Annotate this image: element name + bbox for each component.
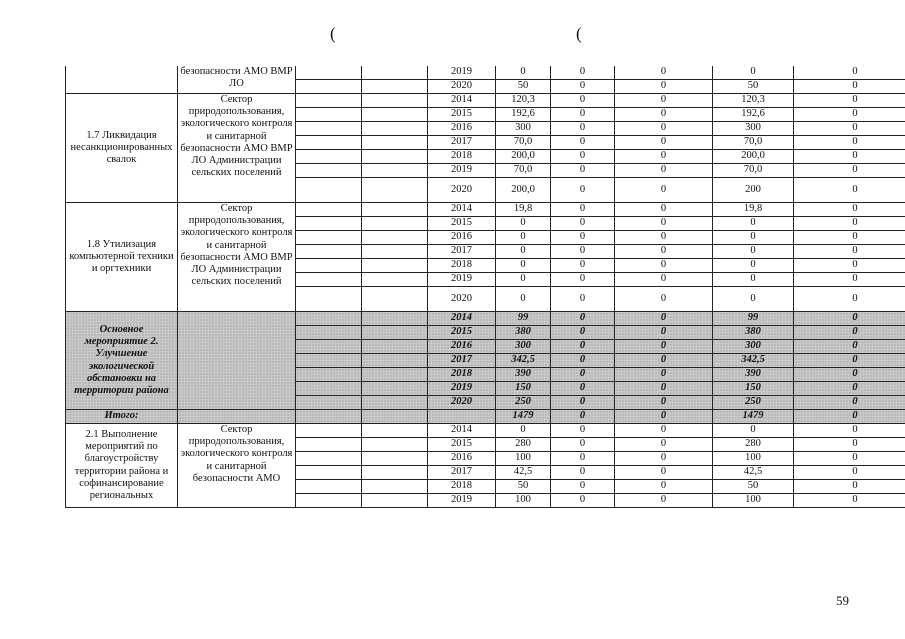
year-cell: 2019: [428, 164, 496, 178]
blank-cell: [296, 480, 362, 494]
year-cell: 2014: [428, 424, 496, 438]
federal-cell: 0: [551, 312, 615, 326]
other-cell: 0: [794, 326, 905, 340]
year-cell: 2014: [428, 94, 496, 108]
blank-cell: [362, 382, 428, 396]
year-cell: 2015: [428, 438, 496, 452]
blank-cell: [362, 150, 428, 164]
regional-cell: 0: [615, 245, 713, 259]
total-cell: 42,5: [496, 466, 551, 480]
blank-cell: [296, 108, 362, 122]
regional-cell: 0: [615, 217, 713, 231]
other-cell: 0: [794, 66, 905, 80]
total-cell: 300: [496, 122, 551, 136]
other-cell: 0: [794, 203, 905, 217]
total-cell: 200,0: [496, 178, 551, 203]
year-cell: 2018: [428, 368, 496, 382]
blank-cell: [362, 438, 428, 452]
year-cell: 2015: [428, 217, 496, 231]
blank-cell: [296, 94, 362, 108]
blank-cell: [296, 396, 362, 410]
year-cell: 2018: [428, 259, 496, 273]
blank-cell: [362, 368, 428, 382]
blank-cell: [362, 312, 428, 326]
federal-cell: 0: [551, 94, 615, 108]
blank-cell: [362, 494, 428, 508]
year-cell: 2016: [428, 340, 496, 354]
regional-cell: 0: [615, 122, 713, 136]
total-cell: 390: [496, 368, 551, 382]
total-cell: 1479: [496, 410, 551, 424]
local-cell: 70,0: [713, 136, 794, 150]
year-cell: 2016: [428, 452, 496, 466]
blank-cell: [362, 94, 428, 108]
other-cell: 0: [794, 354, 905, 368]
local-cell: 0: [713, 259, 794, 273]
federal-cell: 0: [551, 382, 615, 396]
other-cell: 0: [794, 231, 905, 245]
total-cell: 120,3: [496, 94, 551, 108]
blank-cell: [362, 273, 428, 287]
other-cell: 0: [794, 312, 905, 326]
local-cell: 50: [713, 80, 794, 94]
blank-cell: [362, 466, 428, 480]
other-cell: 0: [794, 494, 905, 508]
budget-table: [65, 66, 905, 508]
blank-cell: [362, 396, 428, 410]
blank-cell: [362, 452, 428, 466]
local-cell: 192,6: [713, 108, 794, 122]
blank-cell: [362, 231, 428, 245]
local-cell: 0: [713, 217, 794, 231]
table-row: [66, 424, 905, 438]
page-number: 59: [836, 593, 849, 608]
other-cell: 0: [794, 466, 905, 480]
federal-cell: 0: [551, 217, 615, 231]
total-cell: 0: [496, 231, 551, 245]
local-cell: 150: [713, 382, 794, 396]
regional-cell: 0: [615, 480, 713, 494]
other-cell: 0: [794, 340, 905, 354]
blank-cell: [296, 122, 362, 136]
other-cell: 0: [794, 438, 905, 452]
federal-cell: 0: [551, 368, 615, 382]
local-cell: 200,0: [713, 150, 794, 164]
regional-cell: 0: [615, 150, 713, 164]
regional-cell: 0: [615, 231, 713, 245]
other-cell: 0: [794, 273, 905, 287]
regional-cell: 0: [615, 326, 713, 340]
regional-cell: 0: [615, 410, 713, 424]
total-cell: 300: [496, 340, 551, 354]
activity-name-cell: 1.8 Утилизация компьютерной техники и оргтехники: [66, 203, 178, 312]
blank-cell: [362, 259, 428, 273]
regional-cell: 0: [615, 424, 713, 438]
header-paren-left: (: [330, 24, 336, 43]
local-cell: 390: [713, 368, 794, 382]
blank-cell: [362, 66, 428, 80]
federal-cell: 0: [551, 122, 615, 136]
regional-cell: 0: [615, 340, 713, 354]
blank-cell: [296, 231, 362, 245]
federal-cell: 0: [551, 438, 615, 452]
blank-cell: [362, 245, 428, 259]
other-cell: 0: [794, 245, 905, 259]
total-cell: 0: [496, 273, 551, 287]
local-cell: 300: [713, 340, 794, 354]
total-cell: 342,5: [496, 354, 551, 368]
other-cell: 0: [794, 178, 905, 203]
year-cell: 2019: [428, 273, 496, 287]
blank-cell: [362, 108, 428, 122]
total-cell: 0: [496, 217, 551, 231]
other-cell: 0: [794, 122, 905, 136]
blank-cell: [362, 122, 428, 136]
local-cell: 19,8: [713, 203, 794, 217]
local-cell: 380: [713, 326, 794, 340]
other-cell: 0: [794, 396, 905, 410]
local-cell: 120,3: [713, 94, 794, 108]
total-cell: 0: [496, 287, 551, 312]
federal-cell: 0: [551, 259, 615, 273]
year-cell: 2017: [428, 466, 496, 480]
regional-cell: 0: [615, 164, 713, 178]
federal-cell: 0: [551, 66, 615, 80]
blank-cell: [362, 80, 428, 94]
blank-cell: [296, 312, 362, 326]
total-cell: 100: [496, 452, 551, 466]
federal-cell: 0: [551, 494, 615, 508]
regional-cell: 0: [615, 368, 713, 382]
executor-cell: Сектор природопользования, экологического контроля и санитарной безопасности АМО ВМР ЛО Администрации сельских поселений: [178, 203, 296, 312]
total-cell: 50: [496, 80, 551, 94]
header-paren-right: (: [576, 24, 582, 43]
blank-cell: [362, 424, 428, 438]
year-cell: 2014: [428, 203, 496, 217]
regional-cell: 0: [615, 136, 713, 150]
local-cell: 99: [713, 312, 794, 326]
other-cell: 0: [794, 382, 905, 396]
federal-cell: 0: [551, 452, 615, 466]
local-cell: 70,0: [713, 164, 794, 178]
blank-cell: [296, 466, 362, 480]
total-cell: 280: [496, 438, 551, 452]
total-cell: 0: [496, 424, 551, 438]
local-cell: 0: [713, 66, 794, 80]
other-cell: 0: [794, 452, 905, 466]
blank-cell: [296, 494, 362, 508]
federal-cell: 0: [551, 396, 615, 410]
regional-cell: 0: [615, 178, 713, 203]
executor-cell: Сектор природопользования, экологического контроля и санитарной безопасности АМО ВМР ЛО Администрации сельских поселений: [178, 94, 296, 203]
blank-cell: [362, 340, 428, 354]
blank-cell: [296, 452, 362, 466]
year-cell: 2015: [428, 326, 496, 340]
table-row: [66, 66, 905, 80]
blank-cell: [362, 164, 428, 178]
local-cell: 0: [713, 231, 794, 245]
total-cell: 200,0: [496, 150, 551, 164]
other-cell: 0: [794, 94, 905, 108]
budget-table-body: [66, 66, 905, 508]
total-cell: 70,0: [496, 164, 551, 178]
regional-cell: 0: [615, 287, 713, 312]
blank-cell: [296, 178, 362, 203]
year-cell: 2019: [428, 494, 496, 508]
main-activity-name-cell: Основное мероприятие 2. Улучшение экологической обстановки на территории района: [66, 312, 178, 410]
blank-cell: [296, 164, 362, 178]
table-row: [66, 312, 905, 326]
executor-cell: [178, 312, 296, 410]
federal-cell: 0: [551, 410, 615, 424]
federal-cell: 0: [551, 273, 615, 287]
blank-cell: [296, 66, 362, 80]
other-cell: 0: [794, 480, 905, 494]
blank-cell: [296, 136, 362, 150]
year-cell: 2019: [428, 66, 496, 80]
blank-cell: [296, 326, 362, 340]
table-row: [66, 203, 905, 217]
other-cell: 0: [794, 164, 905, 178]
activity-name-cell: 2.1 Выполнение мероприятий по благоустройству территории района и софинансирование региональных: [66, 424, 178, 508]
blank-cell: [296, 273, 362, 287]
year-cell: 2018: [428, 150, 496, 164]
executor-cell: безопасности АМО ВМР ЛО: [178, 66, 296, 94]
local-cell: 300: [713, 122, 794, 136]
regional-cell: 0: [615, 259, 713, 273]
total-cell: 0: [496, 259, 551, 273]
regional-cell: 0: [615, 354, 713, 368]
total-cell: 50: [496, 480, 551, 494]
blank-cell: [362, 217, 428, 231]
year-cell: 2019: [428, 382, 496, 396]
year-cell: 2020: [428, 396, 496, 410]
local-cell: 0: [713, 273, 794, 287]
total-cell: 192,6: [496, 108, 551, 122]
regional-cell: 0: [615, 203, 713, 217]
federal-cell: 0: [551, 136, 615, 150]
regional-cell: 0: [615, 382, 713, 396]
federal-cell: 0: [551, 150, 615, 164]
activity-name-cell: [66, 66, 178, 94]
table-row: [66, 94, 905, 108]
blank-cell: [362, 326, 428, 340]
total-cell: 380: [496, 326, 551, 340]
total-label-cell: Итого:: [66, 410, 178, 424]
federal-cell: 0: [551, 287, 615, 312]
year-cell: 2017: [428, 245, 496, 259]
blank-cell: [296, 410, 362, 424]
blank-cell: [296, 354, 362, 368]
local-cell: 0: [713, 287, 794, 312]
regional-cell: 0: [615, 452, 713, 466]
executor-cell: Сектор природопользования, экологического контроля и санитарной безопасности АМО: [178, 424, 296, 508]
total-cell: 150: [496, 382, 551, 396]
blank-cell: [296, 382, 362, 396]
other-cell: 0: [794, 150, 905, 164]
total-cell: 100: [496, 494, 551, 508]
local-cell: 0: [713, 245, 794, 259]
local-cell: 0: [713, 424, 794, 438]
total-cell: 19,8: [496, 203, 551, 217]
other-cell: 0: [794, 410, 905, 424]
other-cell: 0: [794, 136, 905, 150]
blank-cell: [362, 203, 428, 217]
other-cell: 0: [794, 424, 905, 438]
blank-cell: [362, 178, 428, 203]
federal-cell: 0: [551, 354, 615, 368]
blank-cell: [362, 480, 428, 494]
year-cell: 2018: [428, 480, 496, 494]
total-cell: 99: [496, 312, 551, 326]
blank-cell: [296, 368, 362, 382]
federal-cell: 0: [551, 326, 615, 340]
year-cell: 2014: [428, 312, 496, 326]
local-cell: 250: [713, 396, 794, 410]
local-cell: 42,5: [713, 466, 794, 480]
blank-cell: [296, 438, 362, 452]
year-cell: 2020: [428, 178, 496, 203]
regional-cell: 0: [615, 108, 713, 122]
blank-cell: [362, 287, 428, 312]
federal-cell: 0: [551, 80, 615, 94]
blank-cell: [296, 203, 362, 217]
total-row: [66, 410, 905, 424]
regional-cell: 0: [615, 273, 713, 287]
total-cell: 250: [496, 396, 551, 410]
total-cell: 0: [496, 245, 551, 259]
local-cell: 200: [713, 178, 794, 203]
blank-cell: [296, 424, 362, 438]
other-cell: 0: [794, 217, 905, 231]
regional-cell: 0: [615, 494, 713, 508]
year-cell: [428, 410, 496, 424]
blank-cell: [296, 259, 362, 273]
blank-cell: [296, 150, 362, 164]
year-cell: 2016: [428, 231, 496, 245]
blank-cell: [296, 80, 362, 94]
blank-cell: [296, 217, 362, 231]
blank-cell: [362, 136, 428, 150]
federal-cell: 0: [551, 108, 615, 122]
local-cell: 342,5: [713, 354, 794, 368]
activity-name-cell: 1.7 Ликвидация несанкционированных свалок: [66, 94, 178, 203]
federal-cell: 0: [551, 164, 615, 178]
blank-cell: [296, 287, 362, 312]
federal-cell: 0: [551, 203, 615, 217]
regional-cell: 0: [615, 80, 713, 94]
regional-cell: 0: [615, 396, 713, 410]
blank-cell: [296, 245, 362, 259]
federal-cell: 0: [551, 245, 615, 259]
year-cell: 2017: [428, 354, 496, 368]
federal-cell: 0: [551, 480, 615, 494]
blank-cell: [296, 340, 362, 354]
local-cell: 280: [713, 438, 794, 452]
year-cell: 2015: [428, 108, 496, 122]
year-cell: 2020: [428, 287, 496, 312]
federal-cell: 0: [551, 424, 615, 438]
regional-cell: 0: [615, 94, 713, 108]
blank-cell: [362, 410, 428, 424]
federal-cell: 0: [551, 466, 615, 480]
regional-cell: 0: [615, 466, 713, 480]
local-cell: 1479: [713, 410, 794, 424]
local-cell: 50: [713, 480, 794, 494]
regional-cell: 0: [615, 312, 713, 326]
year-cell: 2017: [428, 136, 496, 150]
total-cell: 0: [496, 66, 551, 80]
regional-cell: 0: [615, 66, 713, 80]
federal-cell: 0: [551, 340, 615, 354]
year-cell: 2020: [428, 80, 496, 94]
federal-cell: 0: [551, 231, 615, 245]
federal-cell: 0: [551, 178, 615, 203]
local-cell: 100: [713, 494, 794, 508]
local-cell: 100: [713, 452, 794, 466]
blank-cell: [362, 354, 428, 368]
other-cell: 0: [794, 80, 905, 94]
total-cell: 70,0: [496, 136, 551, 150]
other-cell: 0: [794, 108, 905, 122]
other-cell: 0: [794, 259, 905, 273]
regional-cell: 0: [615, 438, 713, 452]
blank-cell: [178, 410, 296, 424]
year-cell: 2016: [428, 122, 496, 136]
other-cell: 0: [794, 287, 905, 312]
other-cell: 0: [794, 368, 905, 382]
